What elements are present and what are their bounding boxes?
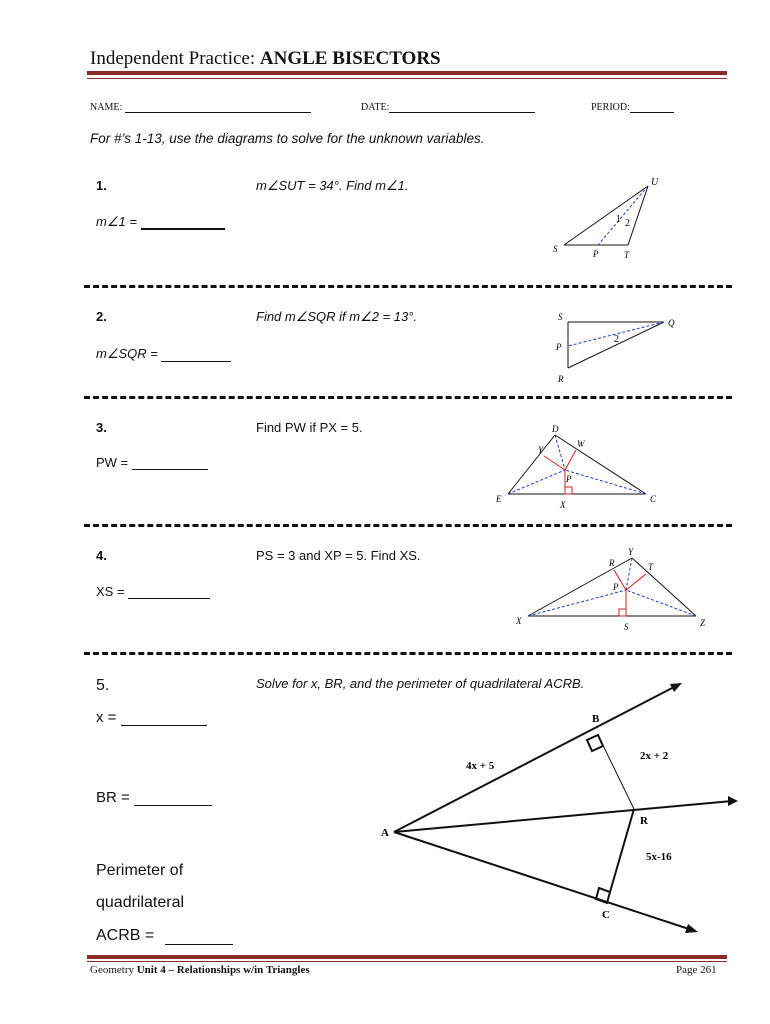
label-R: R (558, 374, 564, 384)
problem-3-number: 3. (96, 420, 107, 435)
header-rule-thick (87, 71, 727, 75)
label-X: X (560, 500, 566, 510)
problem-3-diagram (490, 420, 670, 512)
problem-5-answer-x[interactable]: x = (96, 709, 207, 726)
label-A: A (381, 827, 389, 839)
problem-3-answer[interactable]: PW = (96, 455, 208, 470)
label-T: T (648, 562, 654, 572)
problem-1-diagram (548, 172, 668, 264)
label-T: T (624, 250, 630, 260)
problem-4-diagram (510, 544, 720, 638)
divider (84, 652, 732, 655)
problem-2-answer[interactable]: m∠SQR = (96, 346, 231, 362)
problem-4-number: 4. (96, 548, 107, 563)
problem-2-number: 2. (96, 309, 107, 324)
label-Y: Y (538, 445, 544, 455)
divider (84, 285, 732, 288)
problem-5-answer-br[interactable]: BR = (96, 789, 212, 806)
label-angle-2: 2 (614, 334, 619, 345)
footer-left: Geometry Unit 4 – Relationships w/in Triangles (90, 964, 310, 976)
problem-5-perimeter-answer[interactable]: ACRB = (96, 927, 233, 945)
divider (84, 396, 732, 399)
label-S: S (558, 312, 563, 322)
problem-5-prompt: Solve for x, BR, and the perimeter of quadrilateral ACRB. (256, 676, 585, 691)
label-P: P (566, 474, 572, 484)
problem-5-number: 5. (96, 677, 110, 694)
label-C: C (602, 909, 610, 921)
problem-2-diagram (550, 306, 690, 390)
problem-1-answer[interactable]: m∠1 = (96, 214, 225, 230)
label-angle-2: 2 (625, 218, 630, 229)
label-Q: Q (668, 318, 675, 328)
problem-1-number: 1. (96, 178, 107, 193)
label-AB: 4x + 5 (466, 760, 495, 772)
divider (84, 524, 732, 527)
instructions: For #’s 1-13, use the diagrams to solve for the unknown variables. (90, 131, 485, 146)
label-W: W (577, 439, 585, 449)
label-D: D (552, 424, 559, 434)
problem-2-prompt: Find m∠SQR if m∠2 = 13°. (256, 309, 418, 324)
label-P: P (556, 342, 562, 352)
label-S: S (624, 622, 629, 632)
label-angle-1: 1 (616, 214, 621, 225)
label-E: E (496, 494, 502, 504)
label-P: P (613, 582, 619, 592)
problem-3-prompt: Find PW if PX = 5. (256, 420, 363, 435)
period-field[interactable]: PERIOD: (591, 102, 674, 113)
footer-rule-thin (87, 961, 727, 962)
header-rule-thin (87, 78, 727, 79)
page-title: Independent Practice: ANGLE BISECTORS (90, 48, 441, 69)
problem-4-answer[interactable]: XS = (96, 584, 210, 599)
page-number: Page 261 (676, 964, 717, 976)
label-R: R (609, 558, 615, 568)
date-field[interactable]: DATE: (361, 102, 535, 113)
label-P: P (593, 249, 599, 259)
label-C: C (650, 494, 657, 504)
label-U: U (651, 177, 659, 188)
label-R: R (640, 815, 648, 827)
problem-5-diagram (370, 676, 742, 940)
name-field[interactable]: NAME: (90, 102, 311, 113)
problem-5-perimeter-line1: Perimeter of (96, 862, 184, 879)
problem-1-prompt: m∠SUT = 34°. Find m∠1. (256, 178, 409, 193)
label-Z: Z (700, 618, 706, 628)
label-S: S (553, 244, 558, 254)
problem-4-prompt: PS = 3 and XP = 5. Find XS. (256, 548, 421, 563)
label-BR: 2x + 2 (640, 750, 669, 762)
problem-5-perimeter-line2: quadrilateral (96, 894, 185, 911)
footer-rule-thick (87, 955, 727, 959)
label-Y: Y (628, 547, 634, 557)
label-X: X (516, 616, 522, 626)
label-B: B (592, 713, 600, 725)
label-RC: 5x-16 (646, 851, 672, 863)
